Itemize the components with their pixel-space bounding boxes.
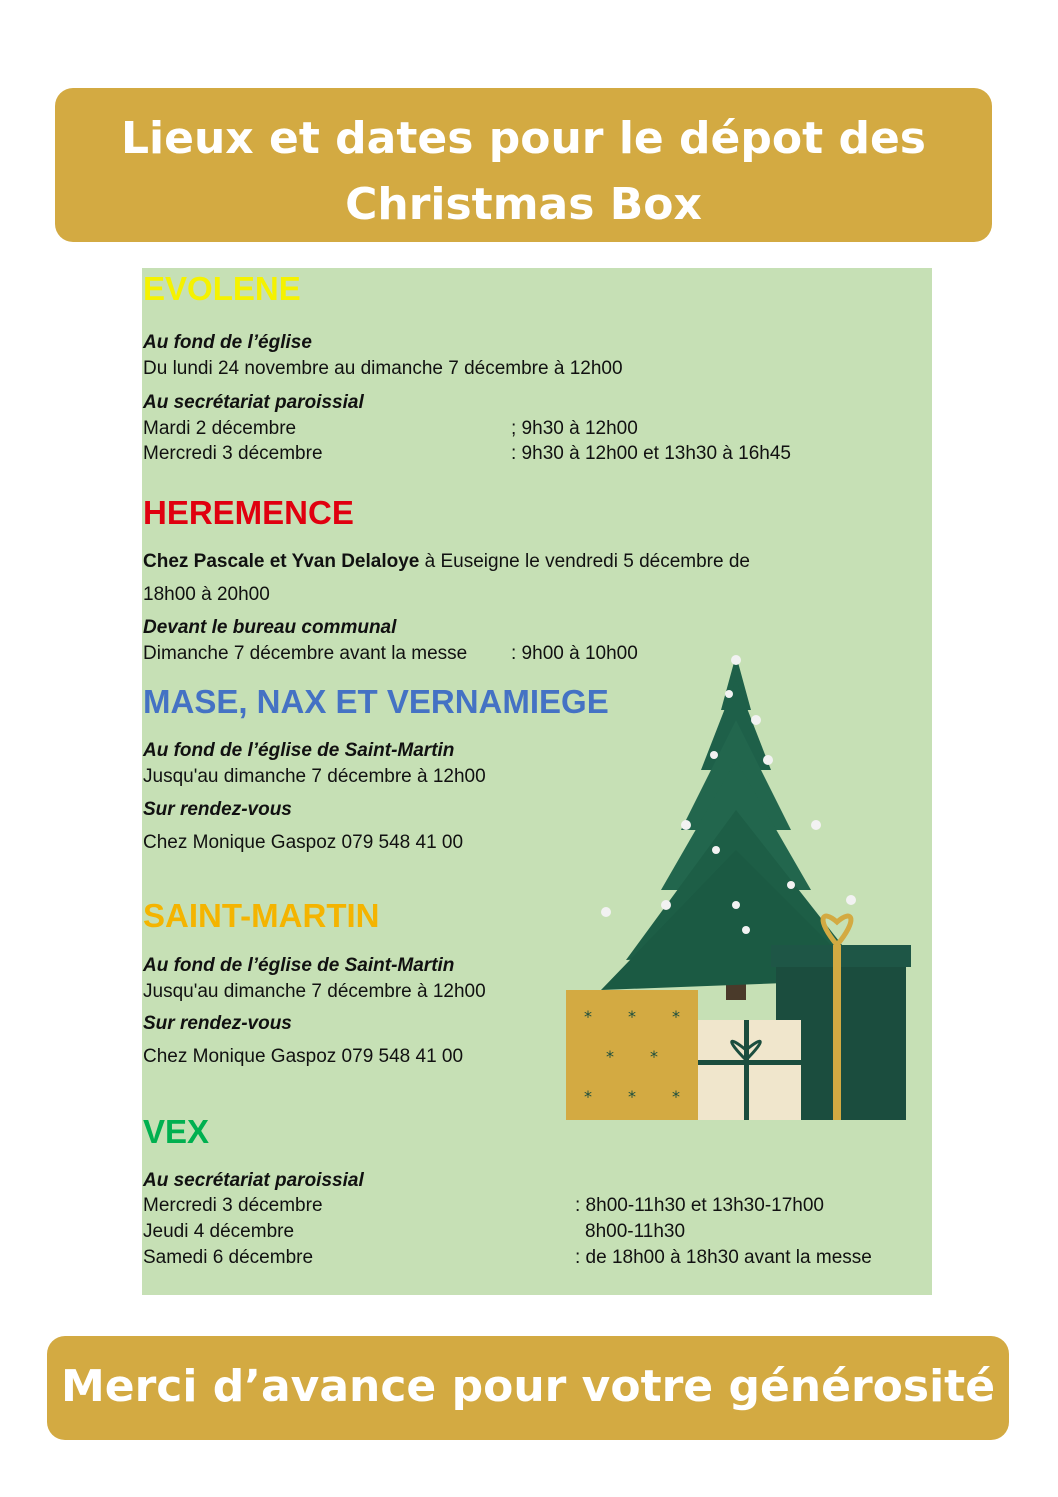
section-title-saint-martin: SAINT-MARTIN <box>143 897 380 934</box>
section-title-vex: VEX <box>143 1113 210 1150</box>
section-title-heremence: HEREMENCE <box>143 494 354 531</box>
evolene-row-1-day: Mardi 2 décembre <box>143 418 297 439</box>
heremence-host: Chez Pascale et Yvan Delaloye <box>143 551 420 572</box>
heremence-row-1-time: : 9h00 à 10h00 <box>511 643 638 664</box>
mase-location-2: Sur rendez-vous <box>143 799 292 820</box>
vex-row-1-time: : 8h00-11h30 et 13h30-17h00 <box>575 1195 824 1216</box>
evolene-row-1-time: ; 9h30 à 12h00 <box>511 418 638 439</box>
svg-text:*: * <box>606 1047 614 1066</box>
vex-location-1: Au secrétariat paroissial <box>143 1170 364 1191</box>
saint-martin-location-1: Au fond de l’église de Saint-Martin <box>143 955 455 976</box>
heremence-line-1-rest: à Euseigne le vendredi 5 décembre de <box>419 551 750 572</box>
page-title <box>55 106 992 238</box>
svg-text:*: * <box>628 1087 636 1106</box>
vex-row-3-time: : de 18h00 à 18h30 avant la messe <box>575 1247 872 1268</box>
svg-text:*: * <box>584 1007 592 1026</box>
saint-martin-contact: Chez Monique Gaspoz 079 548 41 00 <box>143 1046 464 1067</box>
svg-text:*: * <box>584 1087 592 1106</box>
vex-row-3-day: Samedi 6 décembre <box>143 1247 314 1268</box>
christmas-tree-gifts-illustration <box>566 650 916 1122</box>
evolene-location-2: Au secrétariat paroissial <box>143 392 364 413</box>
svg-text:*: * <box>650 1047 658 1066</box>
evolene-location-1: Au fond de l’église <box>143 332 312 353</box>
svg-text:*: * <box>672 1087 680 1106</box>
svg-text:*: * <box>672 1007 680 1026</box>
vex-row-2-time: 8h00-11h30 <box>585 1221 686 1242</box>
heremence-row-1-day: Dimanche 7 décembre avant la messe <box>143 643 468 664</box>
vex-row-1-day: Mercredi 3 décembre <box>143 1195 323 1216</box>
heremence-line-2: 18h00 à 20h00 <box>143 584 270 605</box>
title-banner <box>55 88 992 242</box>
cream-gift-icon <box>696 1020 801 1120</box>
footer-text: Merci d’avance pour votre générosité <box>60 1361 996 1412</box>
title-line-2: Christmas Box <box>345 179 702 230</box>
heremence-location-2: Devant le bureau communal <box>143 617 397 638</box>
mase-location-1: Au fond de l’église de Saint-Martin <box>143 740 455 761</box>
saint-martin-location-2: Sur rendez-vous <box>143 1013 292 1034</box>
vex-row-2-day: Jeudi 4 décembre <box>143 1221 295 1242</box>
heremence-line-1 <box>143 551 750 573</box>
svg-text:*: * <box>628 1007 636 1026</box>
mase-contact: Chez Monique Gaspoz 079 548 41 00 <box>143 832 464 853</box>
title-line-1: Lieux et dates pour le dépot des <box>121 113 926 164</box>
saint-martin-dates: Jusqu'au dimanche 7 décembre à 12h00 <box>143 981 486 1002</box>
section-title-evolene: EVOLENE <box>143 270 301 307</box>
gold-gift-icon <box>566 990 698 1120</box>
evolene-row-2-day: Mercredi 3 décembre <box>143 443 323 464</box>
footer-banner <box>47 1336 1009 1440</box>
mase-dates: Jusqu'au dimanche 7 décembre à 12h00 <box>143 766 486 787</box>
evolene-row-2-time: : 9h30 à 12h00 et 13h30 à 16h45 <box>511 443 791 464</box>
section-title-mase-nax-vernamiege: MASE, NAX ET VERNAMIEGE <box>143 683 609 720</box>
evolene-dates: Du lundi 24 novembre au dimanche 7 décembre à 12h00 <box>143 358 623 379</box>
